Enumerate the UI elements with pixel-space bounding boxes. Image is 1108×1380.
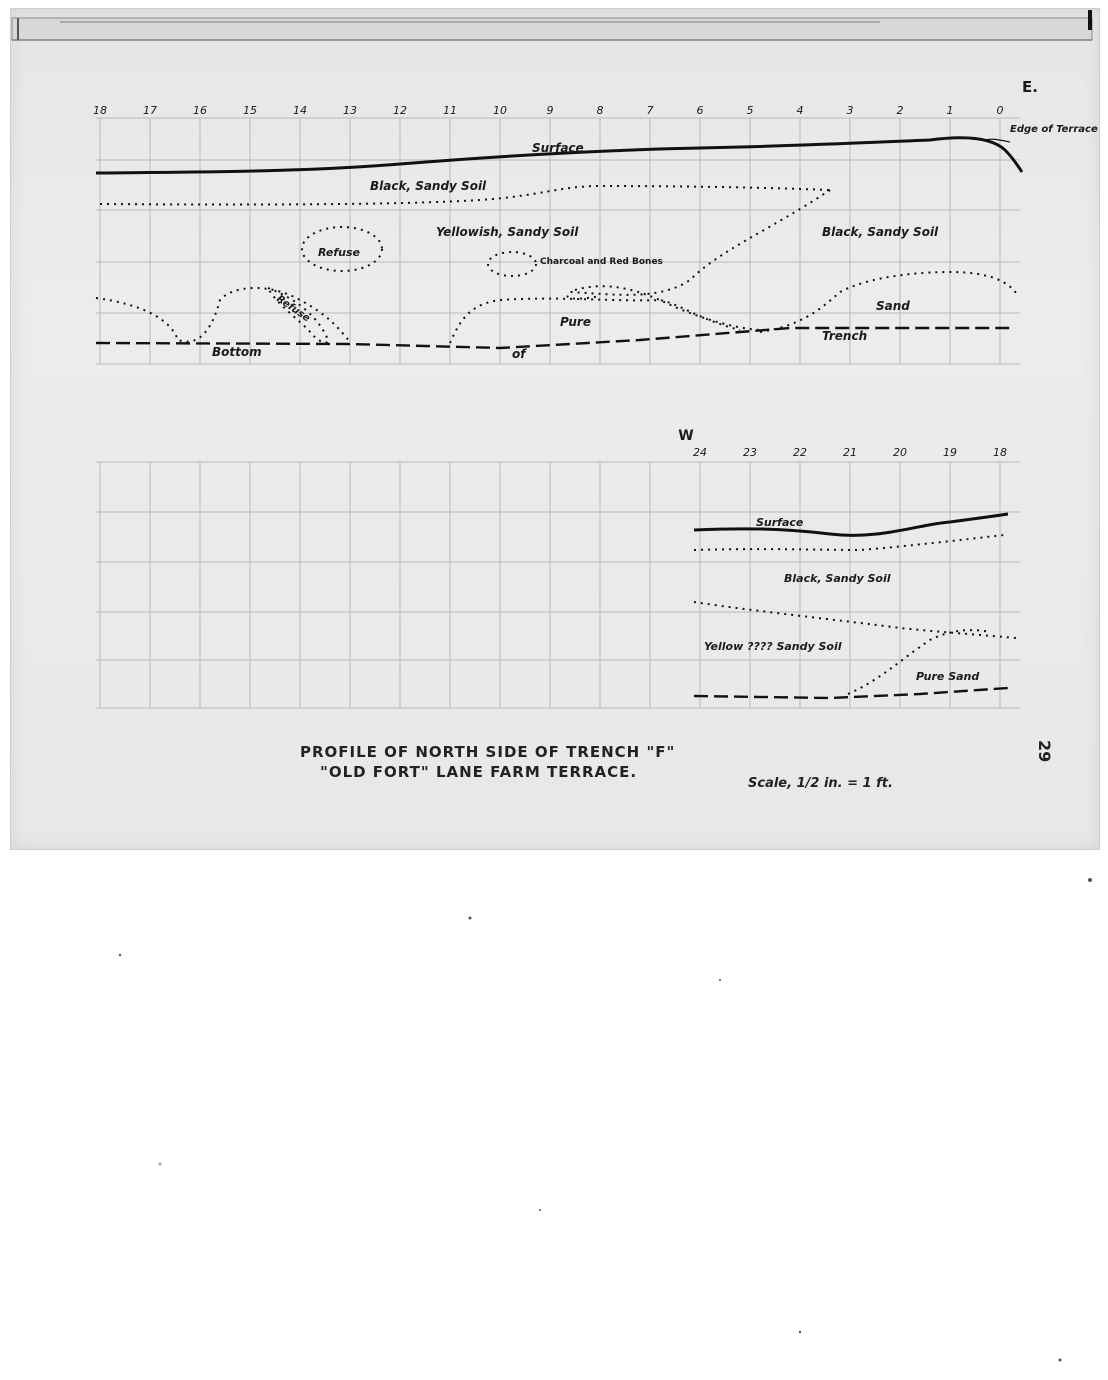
lower-grid — [96, 462, 1020, 708]
refuse-lower-label: Refuse — [274, 293, 312, 325]
upper-station-label: 13 — [343, 104, 357, 117]
black-sandy-soil-right-label: Black, Sandy Soil — [822, 225, 939, 239]
black-sandy-soil-top-label: Black, Sandy Soil — [370, 179, 487, 193]
charcoal-label: Charcoal and Red Bones — [540, 257, 663, 267]
refuse-upper-label: Refuse — [318, 246, 361, 259]
binding-strip — [12, 10, 1092, 40]
pure-label: Pure — [560, 315, 591, 329]
upper-station-label: 10 — [493, 104, 507, 117]
upper-station-label: 17 — [143, 104, 157, 117]
upper-station-label: 0 — [996, 104, 1004, 117]
scan-specks — [119, 878, 1092, 1362]
bottom-label: Bottom — [212, 345, 262, 359]
yellowish-soil-inner — [575, 286, 760, 330]
figure-caption — [300, 742, 760, 782]
upper-station-label: 11 — [443, 104, 457, 117]
scale-note: Scale, 1/2 in. = 1 ft. — [748, 776, 893, 791]
lower-station-label: 19 — [943, 446, 957, 459]
lower-station-label: 22 — [793, 446, 807, 459]
lower-pure-sand-boundary — [848, 630, 990, 694]
lower-labels — [704, 516, 979, 683]
lower-surface-line — [694, 514, 1008, 535]
trench-label: Trench — [822, 329, 868, 343]
lower-station-label: 23 — [743, 446, 757, 459]
upper-station-label: 16 — [193, 104, 207, 117]
charcoal-outline — [488, 252, 536, 276]
upper-station-label: 15 — [243, 104, 257, 117]
upper-station-label: 9 — [546, 104, 554, 117]
lower-black-soil-boundary — [694, 535, 1004, 550]
lower-yellow-sandy-soil-label: Yellow ???? Sandy Soil — [704, 640, 842, 653]
upper-station-labels — [93, 78, 1038, 117]
sand-label: Sand — [876, 299, 910, 313]
surface-label: Surface — [532, 141, 584, 155]
yellowish-soil-wedge — [567, 190, 830, 299]
of-label: of — [512, 347, 526, 361]
lower-pure-sand-label: Pure Sand — [916, 670, 980, 683]
upper-station-label: 4 — [796, 104, 804, 117]
upper-station-label: 3 — [846, 104, 854, 117]
upper-station-label: 18 — [93, 104, 107, 117]
lower-station-label: 20 — [893, 446, 907, 459]
lower-station-label: 21 — [843, 446, 857, 459]
upper-strata-lines — [96, 138, 1022, 348]
lower-black-sandy-soil-label: Black, Sandy Soil — [784, 572, 891, 585]
lower-station-label: 24 — [693, 446, 707, 459]
yellowish-sandy-soil-label: Yellowish, Sandy Soil — [436, 225, 579, 239]
lower-surface-label: Surface — [756, 516, 804, 529]
upper-station-label: 5 — [746, 104, 754, 117]
lower-station-label: 18 — [993, 446, 1007, 459]
caption-line-1: PROFILE OF NORTH SIDE OF TRENCH "F" — [300, 743, 676, 761]
edge-of-terrace-label: Edge of Terrace — [1010, 124, 1098, 135]
upper-station-label: 7 — [646, 104, 654, 117]
east-direction-label: E. — [1022, 78, 1038, 96]
upper-station-label: 12 — [393, 104, 407, 117]
lower-station-labels — [678, 428, 1007, 459]
lower-yellow-soil-boundary — [694, 602, 1016, 638]
lower-trench-bottom-line — [694, 688, 1008, 698]
upper-station-label: 8 — [596, 104, 604, 117]
caption-line-2: "OLD FORT" LANE FARM TERRACE. — [320, 763, 638, 781]
page-number: 29 — [1035, 740, 1054, 763]
upper-station-label: 6 — [696, 104, 704, 117]
west-direction-label: W — [678, 428, 694, 444]
upper-station-label: 2 — [896, 104, 904, 117]
upper-station-label: 14 — [293, 104, 307, 117]
upper-station-label: 1 — [946, 104, 954, 117]
